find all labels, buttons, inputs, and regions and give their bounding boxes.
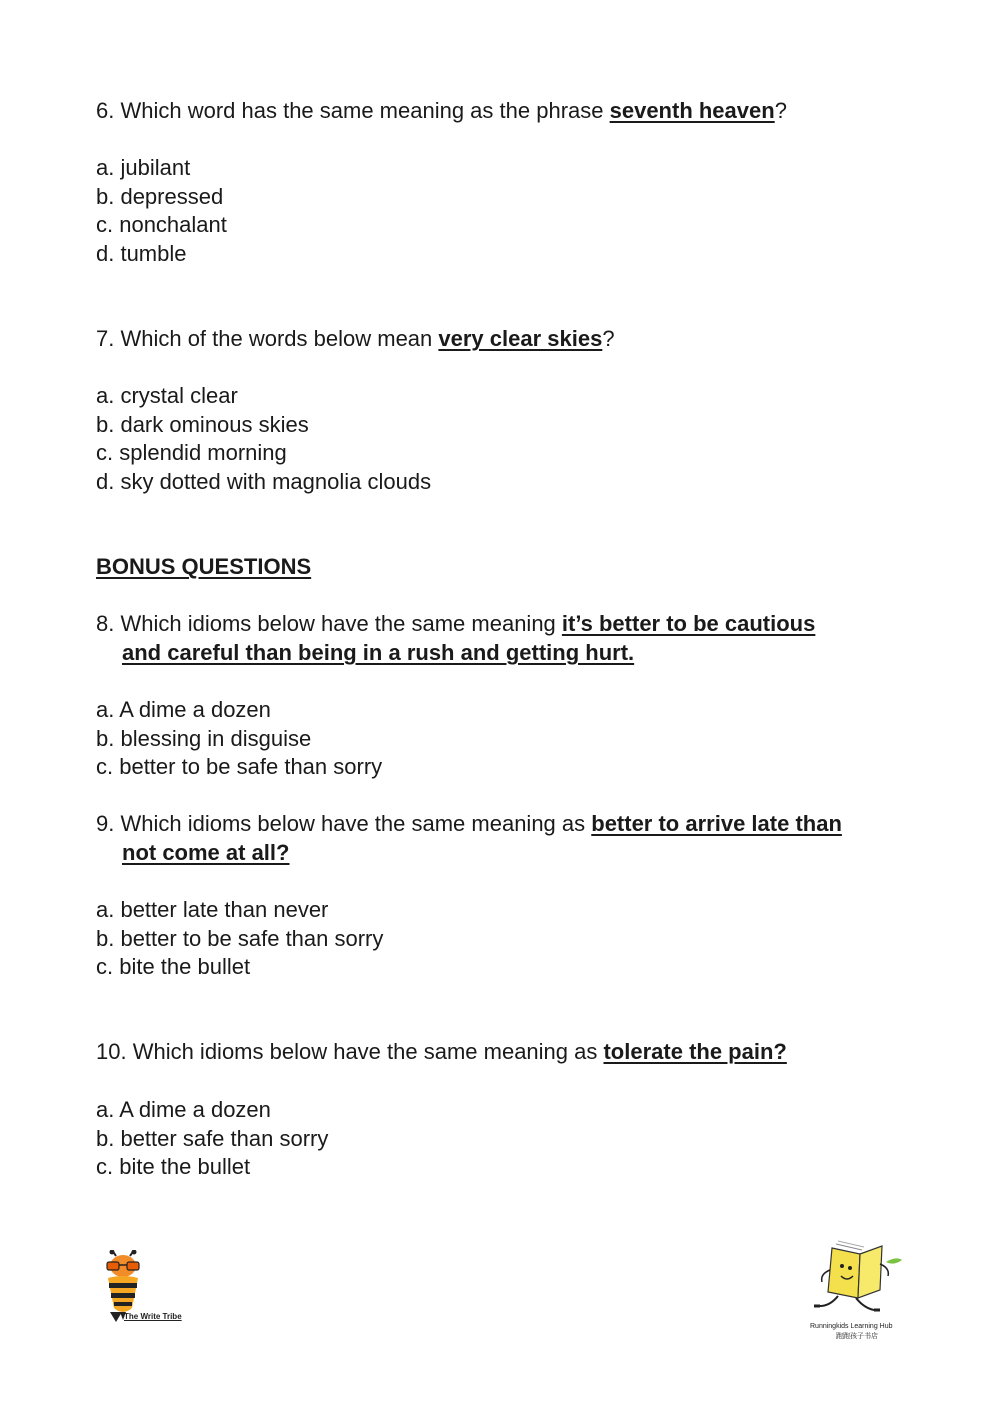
question-10: 10. Which idioms below have the same meaning as tolerate the pain? bbox=[96, 1039, 787, 1064]
question-6: 6. Which word has the same meaning as the phrase seventh heaven? bbox=[96, 98, 787, 123]
question-8-option-c: c. better to be safe than sorry bbox=[96, 754, 383, 779]
question-7-option-a: a. crystal clear bbox=[96, 383, 238, 408]
bonus-heading: BONUS QUESTIONS bbox=[96, 554, 312, 579]
question-6-option-d: d. tumble bbox=[96, 241, 187, 266]
question-7-option-c: c. splendid morning bbox=[96, 440, 287, 465]
write-tribe-logo bbox=[96, 1250, 211, 1330]
question-8-option-a: a. A dime a dozen bbox=[96, 697, 271, 722]
question-6-option-a: a. jubilant bbox=[96, 155, 191, 180]
question-7-emphasis: very clear skies bbox=[438, 326, 603, 351]
question-9: 9. Which idioms below have the same meaning as better to arrive late than bbox=[96, 811, 842, 836]
question-7-option-b: b. dark ominous skies bbox=[96, 412, 309, 437]
question-8-emphasis-line2: and careful than being in a rush and getting hurt. bbox=[122, 640, 635, 665]
question-9-option-b: b. better to be safe than sorry bbox=[96, 926, 384, 951]
question-8-emphasis-line1: it’s better to be cautious bbox=[561, 611, 816, 636]
question-8-option-b: b. blessing in disguise bbox=[96, 726, 312, 751]
question-10-option-b: b. better safe than sorry bbox=[96, 1126, 329, 1151]
question-10-emphasis: tolerate the pain? bbox=[603, 1039, 787, 1064]
write-tribe-text: The Write Tribe bbox=[124, 1312, 182, 1321]
triangle-icon bbox=[110, 1312, 122, 1322]
question-7-option-d: d. sky dotted with magnolia clouds bbox=[96, 469, 432, 494]
learning-hub-logo bbox=[808, 1240, 908, 1345]
learning-hub-text-zh: 跑跑孩子书店 bbox=[836, 1333, 878, 1340]
question-9-option-a: a. better late than never bbox=[96, 897, 329, 922]
question-9-emphasis-line1: better to arrive late than bbox=[591, 811, 842, 836]
question-9-emphasis-line2: not come at all? bbox=[122, 840, 290, 865]
question-6-option-c: c. nonchalant bbox=[96, 212, 227, 237]
question-10-option-a: a. A dime a dozen bbox=[96, 1097, 271, 1122]
question-10-option-c: c. bite the bullet bbox=[96, 1154, 251, 1179]
question-7: 7. Which of the words below mean very clear skies? bbox=[96, 326, 615, 351]
question-9-option-c: c. bite the bullet bbox=[96, 954, 251, 979]
question-6-option-b: b. depressed bbox=[96, 184, 224, 209]
question-8: 8. Which idioms below have the same meaning it’s better to be cautious bbox=[96, 611, 816, 636]
learning-hub-text-en: Runningkids Learning Hub bbox=[810, 1323, 893, 1330]
running-book-icon bbox=[808, 1240, 908, 1320]
question-6-emphasis: seventh heaven bbox=[609, 98, 775, 123]
